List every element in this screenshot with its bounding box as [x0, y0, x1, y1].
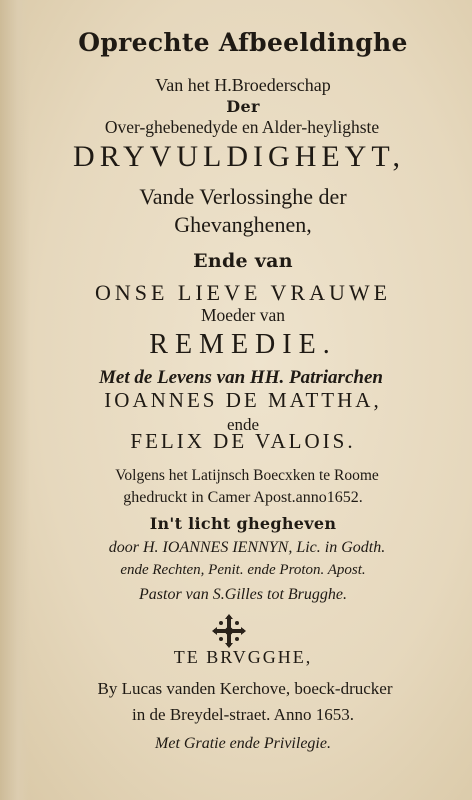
line-author: door H. IOANNES IENNYN, Lic. in Godth.: [108, 539, 386, 556]
line-felix-de-valois: FELIX DE VALOIS.: [130, 429, 356, 453]
line-remedie: REMEDIE.: [149, 329, 337, 360]
line-ghevanghenen: Ghevanghenen,: [174, 212, 312, 237]
line-int-licht: In't licht ghegheven: [149, 514, 337, 533]
line-latijnsch-boecxken: Volgens het Latijnsch Boecxken te Roome: [115, 467, 379, 484]
line-ghedruckt: ghedruckt in Camer Apost.anno1652.: [123, 489, 363, 506]
line-moeder-van: Moeder van: [200, 305, 286, 325]
line-imprint-year: in de Breydel-straet. Anno 1653.: [132, 705, 354, 724]
line-der: Der: [226, 97, 260, 116]
line-te-brvgghe: TE BRVGGHE,: [173, 647, 313, 667]
line-printer: By Lucas vanden Kerchove, boeck-drucker: [97, 679, 393, 698]
line-ende-van: Ende van: [193, 250, 293, 272]
line-broederschap: Van het H.Broederschap: [155, 75, 331, 95]
line-pastor: Pastor van S.Gilles tot Brugghe.: [139, 586, 347, 603]
line-over-ghebenedyde: Over-ghebenedyde en Alder-heylighste: [104, 117, 380, 137]
title-line-oprechte-afbeeldinghe: Oprechte Afbeeldinghe: [78, 28, 408, 57]
line-ioannes-de-mattha: IOANNES DE MATTHA,: [104, 388, 382, 412]
line-onse-lieve-vrauwe: ONSE LIEVE VRAUWE: [94, 280, 392, 305]
line-author-titles: ende Rechten, Penit. ende Proton. Apost.: [120, 562, 366, 578]
line-privilegie: Met Gratie ende Privilegie.: [155, 735, 331, 752]
line-dryvuldigheyt: DRYVULDIGHEYT,: [73, 140, 405, 173]
line-levens-patriarchen: Met de Levens van HH. Patriarchen: [99, 367, 383, 388]
line-verlossinghe: Vande Verlossinghe der: [139, 184, 347, 209]
cross-fleuron-icon: [212, 614, 246, 648]
line-ende: ende: [226, 415, 260, 434]
